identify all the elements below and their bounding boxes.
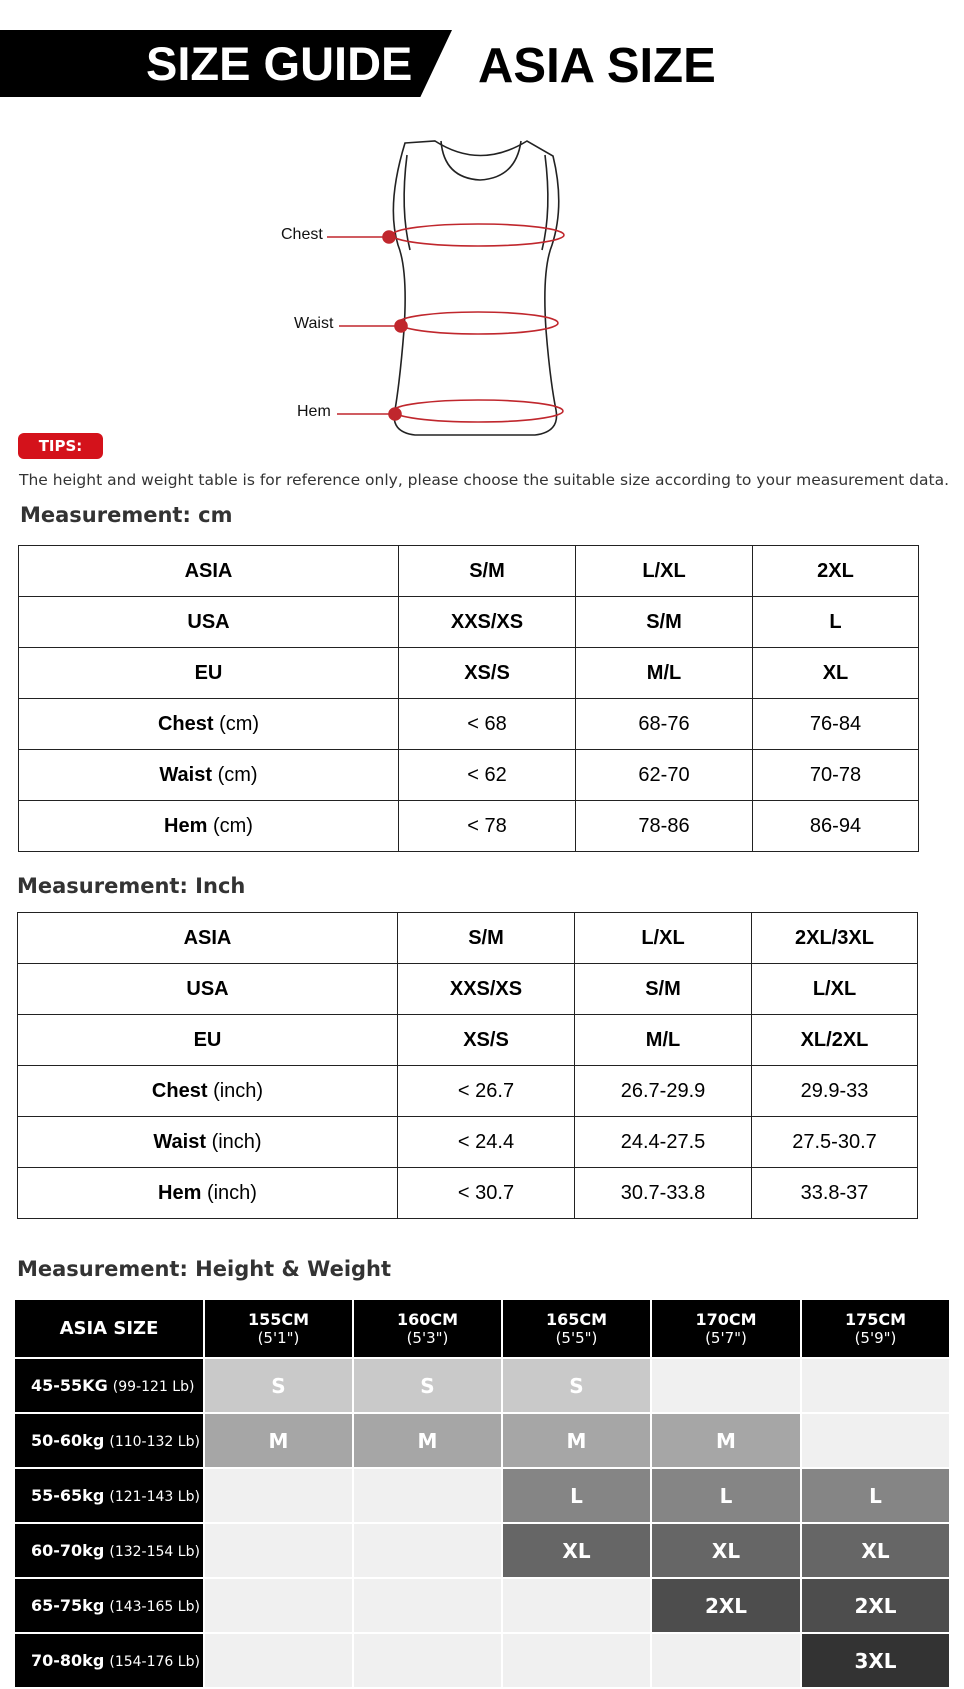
size-cell: [205, 1469, 352, 1524]
table-cell: XL/2XL: [752, 1015, 918, 1066]
size-cell: M: [354, 1414, 501, 1469]
size-cell: [354, 1524, 501, 1579]
row-label: [18, 1066, 398, 1117]
chest-label: Chest: [281, 226, 323, 243]
table-row: [15, 1414, 949, 1469]
weight-lb: (110-132 Lb): [109, 1434, 200, 1450]
size-cell: [354, 1634, 501, 1689]
height-cm: 175CM: [844, 1309, 907, 1329]
table-row: [15, 1524, 949, 1579]
banner-title: SIZE GUIDE: [146, 37, 413, 90]
table-row: [19, 597, 919, 648]
height-cm: 170CM: [695, 1309, 757, 1329]
row-label: [18, 1117, 398, 1168]
weight-kg: 70-80kg: [31, 1651, 105, 1670]
table-cell: 78-86: [576, 801, 753, 852]
height-cm: 165CM: [545, 1309, 608, 1329]
table-cell: 70-78: [753, 750, 919, 801]
table-row: [15, 1634, 949, 1689]
table-row: [18, 913, 918, 964]
header-row: [15, 1300, 949, 1359]
size-cell: 2XL: [802, 1579, 949, 1634]
table-row: [19, 699, 919, 750]
size-cell: [503, 1579, 650, 1634]
row-label: EU: [18, 1015, 398, 1066]
weight-kg: 50-60kg: [31, 1431, 105, 1450]
table-cell: 26.7-29.9: [575, 1066, 752, 1117]
size-cell: 2XL: [652, 1579, 800, 1634]
table-cell: L: [753, 597, 919, 648]
table-cell: L/XL: [752, 964, 918, 1015]
cm-size-table: [18, 545, 919, 852]
size-cell: XL: [652, 1524, 800, 1579]
size-cell: [205, 1579, 352, 1634]
table-cell: 24.4-27.5: [575, 1117, 752, 1168]
size-cell: [802, 1359, 949, 1414]
table-row: [15, 1579, 949, 1634]
table-cell: < 30.7: [398, 1168, 575, 1219]
inch-section-title: Measurement: Inch: [17, 874, 246, 898]
height-weight-table: [13, 1300, 951, 1689]
weight-kg: 60-70kg: [31, 1541, 105, 1560]
measure-unit: (inch): [211, 1130, 262, 1153]
weight-label: [15, 1579, 203, 1634]
table-row: [19, 546, 919, 597]
height-header: [354, 1300, 501, 1359]
table-row: [19, 648, 919, 699]
table-cell: XS/S: [398, 1015, 575, 1066]
height-header: [503, 1300, 650, 1359]
size-cell: S: [503, 1359, 650, 1414]
table-cell: S/M: [398, 913, 575, 964]
table-cell: < 26.7: [398, 1066, 575, 1117]
size-cell: [354, 1469, 501, 1524]
page-title: ASIA SIZE: [478, 39, 716, 93]
weight-lb: (99-121 Lb): [112, 1379, 195, 1395]
row-label: ASIA: [19, 546, 399, 597]
height-ft: (5'7"): [705, 1328, 747, 1347]
weight-label: [15, 1414, 203, 1469]
table-row: [18, 1015, 918, 1066]
table-row: [19, 801, 919, 852]
table-cell: 29.9-33: [752, 1066, 918, 1117]
height-header: [205, 1300, 352, 1359]
table-row: [15, 1359, 949, 1414]
table-cell: < 68: [399, 699, 576, 750]
table-cell: 2XL/3XL: [752, 913, 918, 964]
row-label: EU: [19, 648, 399, 699]
table-cell: 76-84: [753, 699, 919, 750]
size-cell: [205, 1524, 352, 1579]
size-cell: M: [205, 1414, 352, 1469]
table-cell: 30.7-33.8: [575, 1168, 752, 1219]
measure-unit: (cm): [217, 763, 258, 786]
height-ft: (5'1"): [257, 1328, 300, 1347]
size-cell: L: [652, 1469, 800, 1524]
weight-lb: (121-143 Lb): [109, 1489, 200, 1505]
row-label: [19, 699, 399, 750]
garment-diagram: [250, 130, 600, 440]
measure-name: Hem: [158, 1181, 202, 1204]
measure-name: Waist: [153, 1130, 207, 1153]
table-cell: 2XL: [753, 546, 919, 597]
height-ft: (5'5"): [555, 1328, 598, 1347]
height-ft: (5'9"): [854, 1328, 897, 1347]
table-cell: 86-94: [753, 801, 919, 852]
size-cell: S: [354, 1359, 501, 1414]
table-cell: M/L: [576, 648, 753, 699]
height-cm: 160CM: [396, 1309, 459, 1329]
cm-section-title: Measurement: cm: [20, 503, 233, 527]
measure-name: Hem: [164, 814, 208, 837]
size-cell: 3XL: [802, 1634, 949, 1689]
waist-label: Waist: [294, 315, 334, 332]
size-cell: [802, 1414, 949, 1469]
measure-name: Waist: [159, 763, 213, 786]
weight-kg: 55-65kg: [31, 1486, 105, 1505]
row-label: ASIA: [18, 913, 398, 964]
table-row: [18, 964, 918, 1015]
table-row: [18, 1117, 918, 1168]
row-label: USA: [18, 964, 398, 1015]
table-cell: XL: [753, 648, 919, 699]
height-header: [652, 1300, 800, 1359]
table-cell: M/L: [575, 1015, 752, 1066]
table-cell: < 62: [399, 750, 576, 801]
size-cell: M: [503, 1414, 650, 1469]
hem-label: Hem: [297, 403, 331, 420]
inch-size-table: [17, 912, 918, 1219]
weight-lb: (132-154 Lb): [109, 1544, 200, 1560]
measure-name: Chest: [151, 1079, 208, 1102]
measure-unit: (inch): [206, 1181, 257, 1204]
weight-lb: (154-176 Lb): [109, 1654, 200, 1670]
table-cell: L/XL: [576, 546, 753, 597]
row-label: [18, 1168, 398, 1219]
row-label: USA: [19, 597, 399, 648]
table-cell: S/M: [399, 546, 576, 597]
height-header: [802, 1300, 949, 1359]
size-cell: L: [503, 1469, 650, 1524]
table-cell: < 24.4: [398, 1117, 575, 1168]
tips-badge: TIPS:: [18, 433, 103, 459]
size-cell: [205, 1634, 352, 1689]
row-label: [19, 750, 399, 801]
table-cell: < 78: [399, 801, 576, 852]
row-label: [19, 801, 399, 852]
weight-lb: (143-165 Lb): [109, 1599, 200, 1615]
measure-unit: (inch): [213, 1079, 264, 1102]
table-row: [19, 750, 919, 801]
table-cell: 33.8-37: [752, 1168, 918, 1219]
table-cell: S/M: [575, 964, 752, 1015]
size-cell: XL: [503, 1524, 650, 1579]
size-cell: [652, 1634, 800, 1689]
weight-kg: 45-55KG: [31, 1376, 108, 1395]
table-cell: 27.5-30.7: [752, 1117, 918, 1168]
size-cell: S: [205, 1359, 352, 1414]
size-cell: M: [652, 1414, 800, 1469]
size-cell: XL: [802, 1524, 949, 1579]
measure-unit: (cm): [219, 712, 260, 735]
measure-name: Chest: [157, 712, 214, 735]
weight-label: [15, 1634, 203, 1689]
weight-kg: 65-75kg: [31, 1596, 105, 1615]
tips-text: The height and weight table is for reference only, please choose the suitable size according to your measurement data.: [19, 471, 950, 489]
hw-section-title: Measurement: Height & Weight: [17, 1257, 392, 1281]
weight-label: [15, 1359, 203, 1414]
size-cell: [652, 1359, 800, 1414]
table-row: [18, 1066, 918, 1117]
weight-label: [15, 1469, 203, 1524]
table-cell: 62-70: [576, 750, 753, 801]
height-ft: (5'3"): [406, 1328, 449, 1347]
size-cell: [503, 1634, 650, 1689]
table-cell: XXS/XS: [399, 597, 576, 648]
size-cell: [354, 1579, 501, 1634]
tank-top-illustration: [250, 130, 600, 440]
table-cell: XS/S: [399, 648, 576, 699]
table-cell: 68-76: [576, 699, 753, 750]
corner-header: ASIA SIZE: [15, 1300, 203, 1359]
table-row: [18, 1168, 918, 1219]
height-cm: 155CM: [247, 1309, 310, 1329]
table-cell: S/M: [576, 597, 753, 648]
weight-label: [15, 1524, 203, 1579]
table-cell: XXS/XS: [398, 964, 575, 1015]
measure-unit: (cm): [212, 814, 253, 837]
table-row: [15, 1469, 949, 1524]
table-cell: L/XL: [575, 913, 752, 964]
size-cell: L: [802, 1469, 949, 1524]
